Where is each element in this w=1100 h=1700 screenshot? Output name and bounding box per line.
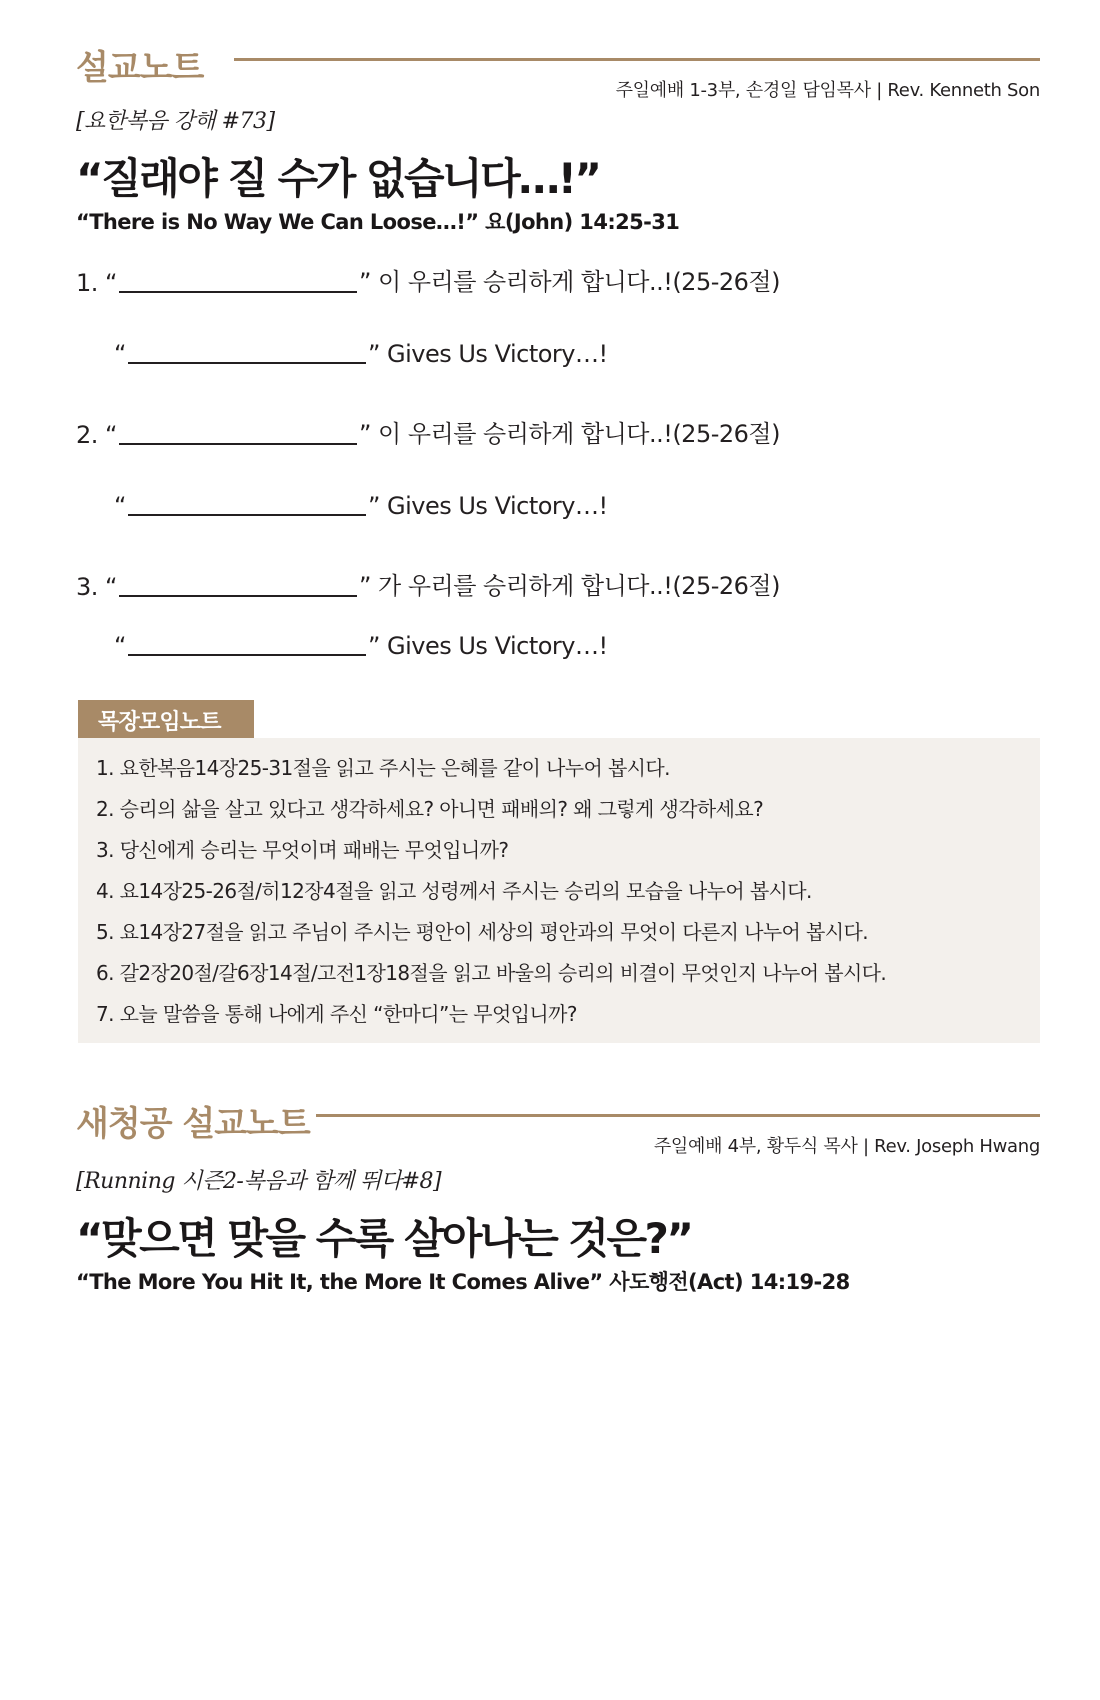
sermon-title: “질래야 질 수가 없습니다…!” — [76, 154, 600, 203]
point-3-english — [114, 632, 608, 660]
sermon-subtitle: “The More You Hit It, the More It Comes Alive” 사도행전(Act) 14:19-28 — [76, 1270, 850, 1294]
answer-blank[interactable] — [119, 421, 357, 445]
answer-blank[interactable] — [119, 573, 357, 597]
service-info: 주일예배 1-3부, 손경일 담임목사 | Rev. Kenneth Son — [615, 80, 1040, 101]
point-suffix: ” Gives Us Victory…! — [367, 632, 608, 660]
point-prefix: “ — [114, 632, 126, 660]
series-label: [요한복음 강해 #73] — [76, 109, 275, 134]
point-2-korean — [76, 414, 780, 449]
point-prefix: 2. “ — [76, 421, 117, 449]
answer-blank[interactable] — [128, 492, 366, 516]
point-3-korean — [76, 566, 780, 601]
answer-blank[interactable] — [128, 340, 366, 364]
point-1-english — [114, 340, 608, 368]
question-item: 2. 승리의 삶을 살고 있다고 생각하세요? 아니면 패배의? 왜 그렇게 생각하세요? — [96, 797, 764, 821]
sermon-notes-header — [76, 40, 1040, 100]
question-item: 1. 요한복음14장25-31절을 읽고 주시는 은혜를 같이 나누어 봅시다. — [96, 756, 670, 780]
answer-blank[interactable] — [119, 269, 357, 293]
point-suffix: ” Gives Us Victory…! — [367, 340, 608, 368]
point-1-korean — [76, 262, 780, 297]
answer-blank[interactable] — [128, 632, 366, 656]
question-item: 3. 당신에게 승리는 무엇이며 패배는 무엇입니까? — [96, 838, 509, 862]
point-prefix: “ — [114, 340, 126, 368]
point-suffix: ” Gives Us Victory…! — [367, 492, 608, 520]
series-label: [Running 시즌2-복음과 함께 뛰다#8] — [76, 1169, 442, 1194]
service-info: 주일예배 4부, 황두식 목사 | Rev. Joseph Hwang — [653, 1136, 1040, 1157]
header-rule — [234, 58, 1040, 61]
point-prefix: “ — [114, 492, 126, 520]
point-suffix: ” 이 우리를 승리하게 합니다..!(25-26절) — [358, 268, 780, 296]
section-title: 새청공 설교노트 — [76, 1104, 310, 1144]
point-prefix: 3. “ — [76, 573, 117, 601]
question-item: 6. 갈2장20절/갈6장14절/고전1장18절을 읽고 바울의 승리의 비결이 무엇인지 나누어 봅시다. — [96, 961, 887, 985]
point-2-english — [114, 492, 608, 520]
header-rule — [316, 1114, 1040, 1117]
question-item: 4. 요14장25-26절/히12장4절을 읽고 성령께서 주시는 승리의 모습을 나누어 봅시다. — [96, 879, 812, 903]
section-title: 설교노트 — [76, 48, 204, 88]
youth-sermon-notes-header — [76, 1096, 1040, 1156]
sermon-title: “맞으면 맞을 수록 살아나는 것은?” — [76, 1214, 692, 1263]
point-suffix: ” 이 우리를 승리하게 합니다..!(25-26절) — [358, 420, 780, 448]
question-item: 5. 요14장27절을 읽고 주님이 주시는 평안이 세상의 평안과의 무엇이 다른지 나누어 봅시다. — [96, 920, 868, 944]
point-suffix: ” 가 우리를 승리하게 합니다..!(25-26절) — [358, 572, 780, 600]
point-prefix: 1. “ — [76, 269, 117, 297]
question-item: 7. 오늘 말씀을 통해 나에게 주신 “한마디”는 무엇입니까? — [96, 1002, 577, 1026]
group-notes-label: 목장모임노트 — [78, 700, 254, 738]
sermon-subtitle: “There is No Way We Can Loose…!” 요(John) 14:25-31 — [76, 210, 680, 234]
